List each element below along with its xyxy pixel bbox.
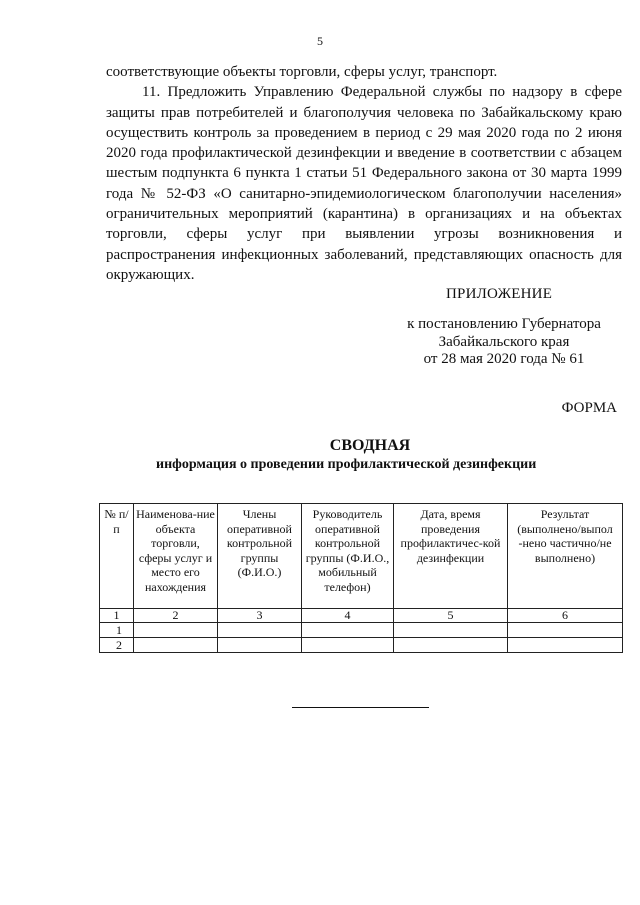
header-leader: Руководитель оперативной контрольной группы (Ф.И.О., мобильный телефон) <box>302 504 394 609</box>
table-cell <box>218 623 302 638</box>
appendix-line-1: к постановлению Губернатора <box>407 316 601 332</box>
table-header-row <box>100 504 623 609</box>
header-object: Наименова-ние объекта торговли, сферы услуг и место его нахождения <box>134 504 218 609</box>
header-members: Члены оперативной контрольной группы (Ф.И.О.) <box>218 504 302 609</box>
table-cell: 1 <box>100 623 134 638</box>
page-number: 5 <box>317 34 323 48</box>
column-number: 6 <box>508 609 623 623</box>
paragraph-item-11: 11. Предложить Управлению Федеральной службы по надзору в сфере защиты прав потребителей и благополучия человека по Забайкальскому краю осуществить контроль за проведением в период с 29 мая 2020 года по 2 июня 2020 года профилактической дезинфекции и введение в соответствии с абзацем шестым подпункта 6 пункта 1 статьи 51 Федерального закона от 30 марта 1999 года № 52-ФЗ «О санитарно-эпидемиологическом благополучии населения» ограничительных мероприятий (карантина) в организациях и на объектах торговли, сферы услуг при выявлении угрозы возникновения и распространения инфекционных заболеваний, представляющих опасность для окружающих. <box>106 84 622 283</box>
table-cell: 2 <box>100 638 134 653</box>
table-cell <box>394 638 508 653</box>
appendix-line-2: Забайкальского края <box>438 333 570 350</box>
table-cell <box>134 623 218 638</box>
table-cell <box>508 638 623 653</box>
column-number-row <box>100 609 623 623</box>
appendix-reference <box>386 316 622 369</box>
body-text <box>106 62 622 285</box>
summary-table <box>99 503 623 653</box>
appendix-label: ПРИЛОЖЕНИЕ <box>446 286 553 302</box>
table-cell <box>394 623 508 638</box>
table-cell <box>302 638 394 653</box>
table-cell <box>134 638 218 653</box>
document-title: СВОДНАЯ <box>329 437 411 454</box>
appendix-line-3: от 28 мая 2020 года № 61 <box>423 351 585 367</box>
paragraph-continuation: соответствующие объекты торговли, сферы услуг, транспорт. <box>106 64 498 80</box>
column-number: 5 <box>394 609 508 623</box>
header-date: Дата, время проведения профилактичес-кой дезинфекции <box>394 504 508 609</box>
column-number: 2 <box>134 609 218 623</box>
table-row <box>100 623 623 638</box>
document-subtitle: информация о проведении профилактической дезинфекции <box>156 457 537 472</box>
form-label: ФОРМА <box>561 400 617 416</box>
header-number: № п/п <box>100 504 134 609</box>
table-cell <box>302 623 394 638</box>
column-number: 1 <box>100 609 134 623</box>
end-separator-line <box>292 707 429 708</box>
table-row <box>100 638 623 653</box>
table-cell <box>218 638 302 653</box>
column-number: 4 <box>302 609 394 623</box>
header-result: Результат (выполнено/выпол -нено частично/не выполнено) <box>508 504 623 609</box>
table-cell <box>508 623 623 638</box>
column-number: 3 <box>218 609 302 623</box>
